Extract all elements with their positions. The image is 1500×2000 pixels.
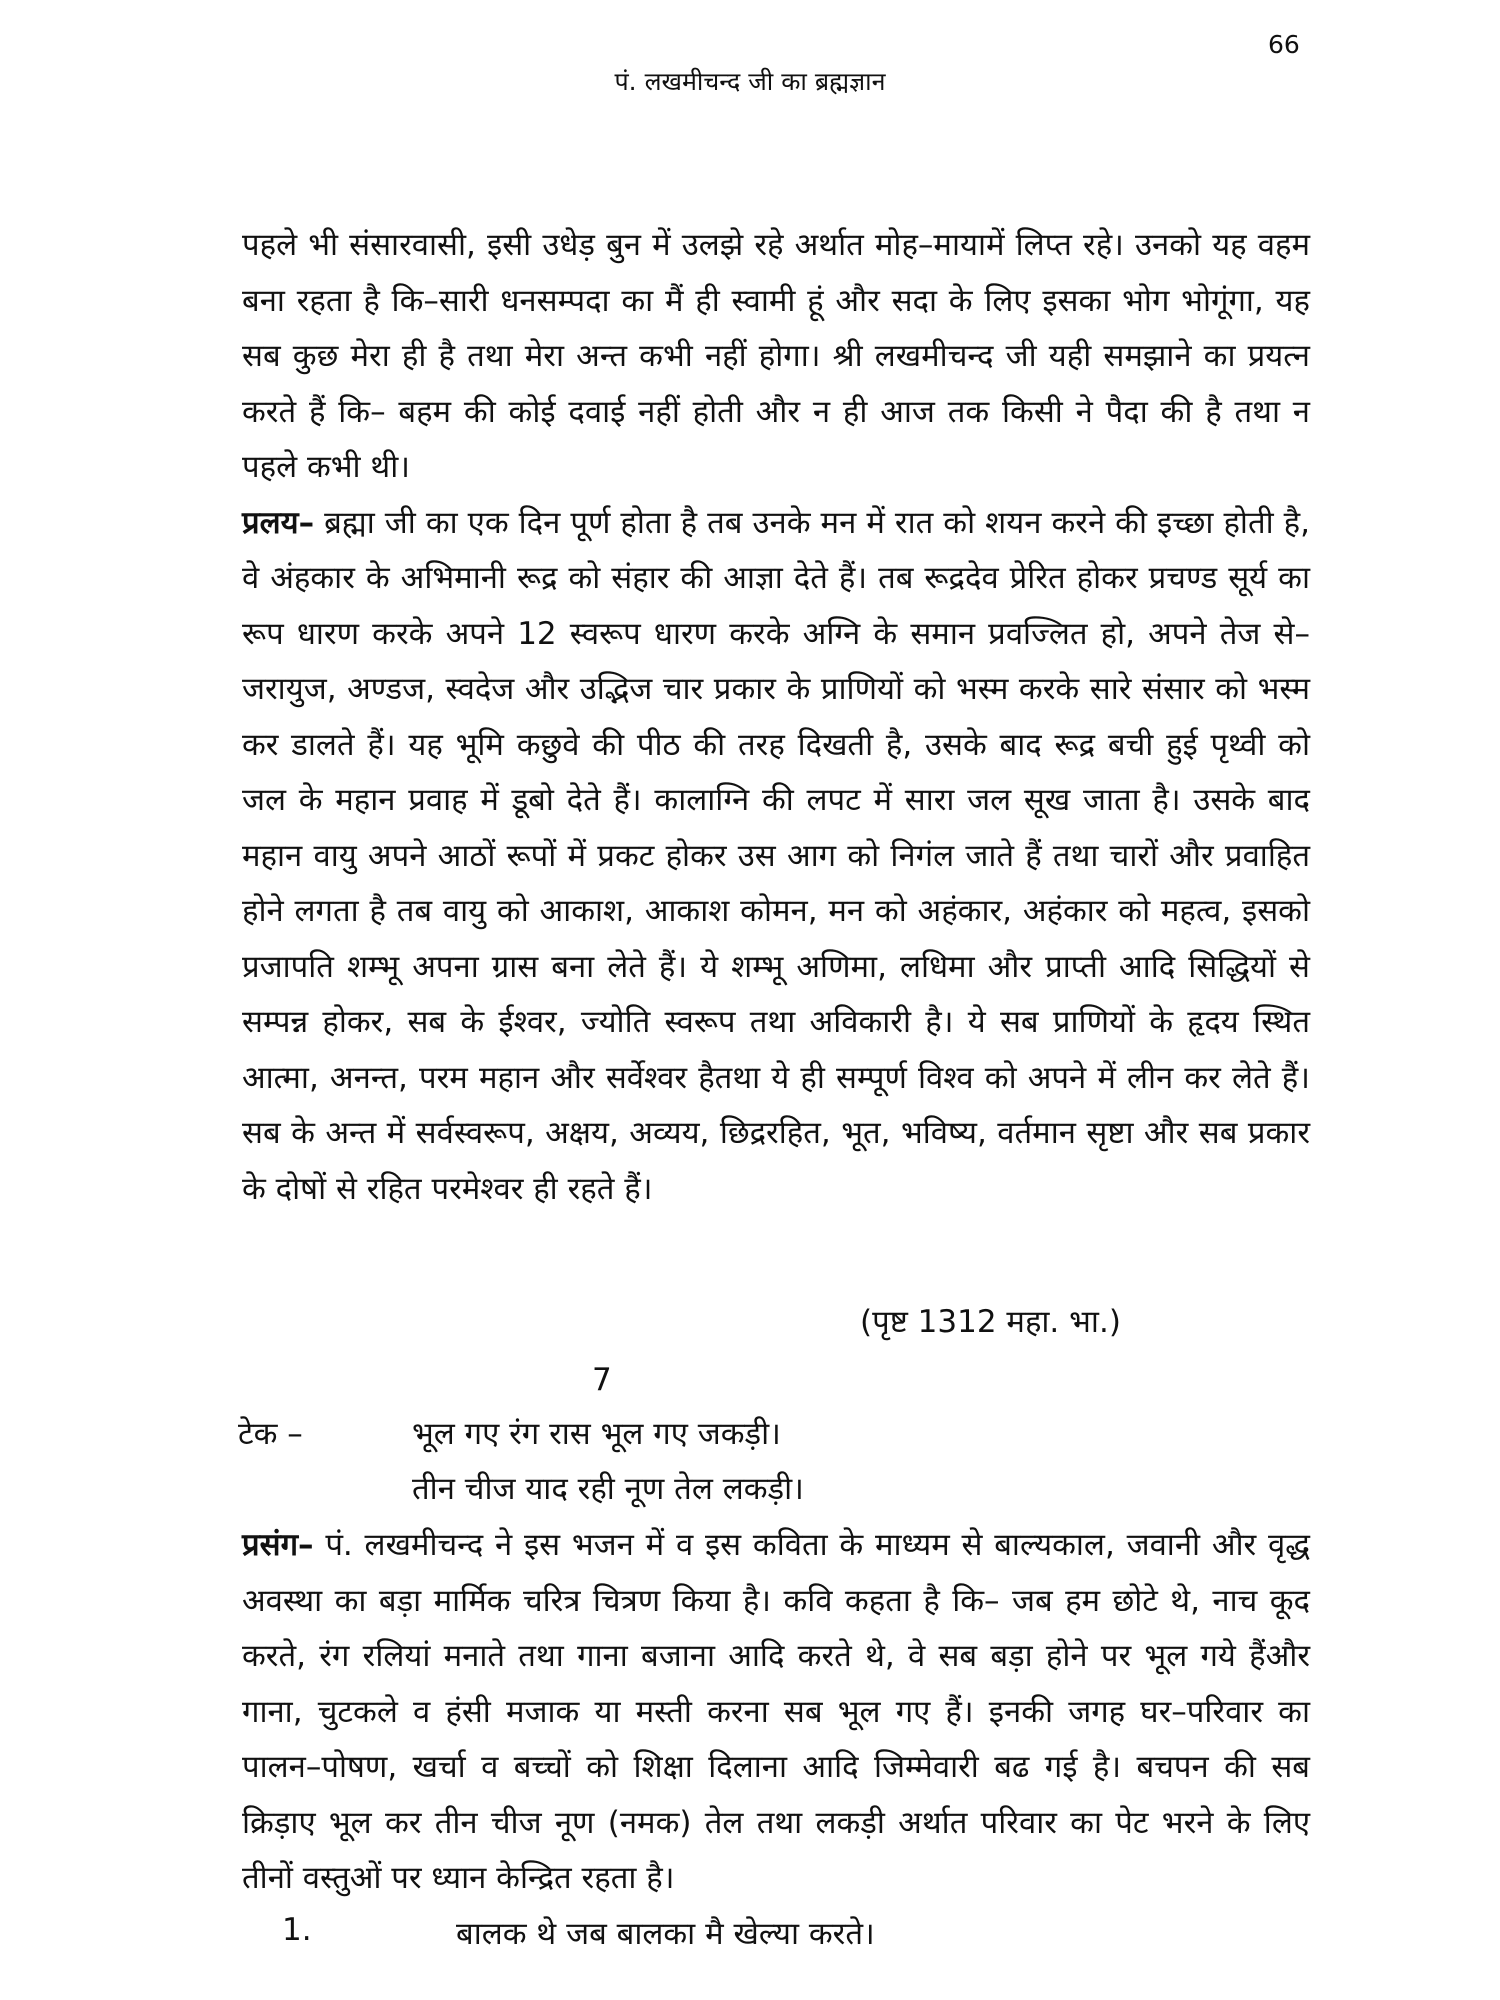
page-number: 66 bbox=[1268, 30, 1300, 59]
context-body: पं. लखमीचन्द ने इस भजन में व इस कविता के माध्यम से बाल्यकाल, जवानी और वृद्ध अवस्था का बड़ा मार्मिक चरित्र चित्रण किया है। कवि कहता है कि– जब हम छोटे थे, नाच कूद करते, रंग रलियां मनाते तथा गाना बजाना आदि करते थे, वे सब बड़ा होने पर भूल गये हैंऔर गाना, चुटकले व हंसी मजाक या मस्ती करना सब भूल गए हैं। इनकी जगह घर–परिवार का पालन–पोषण, खर्चा व बच्चों को शिक्षा दिलाना आदि जिम्मेवारी बढ गई है। बचपन की सब क्रिड़ाए भूल कर तीन चीज नूण (नमक) तेल तथा लकड़ी अर्थात परिवार का पेट भरने के लिए तीनों वस्तुओं पर ध्यान केन्द्रित रहता है। bbox=[242, 1527, 1310, 1896]
main-body bbox=[242, 218, 1310, 1217]
refrain-line-2: तीन चीज याद रही नूण तेल लकड़ी। bbox=[412, 1471, 804, 1507]
context-section bbox=[242, 1518, 1310, 1907]
paragraph-1: पहले भी संसारवासी, इसी उधेड़ बुन में उलझे रहे अर्थात मोह–मायामें लिप्त रहे। उनको यह वहम बना रहता है कि–सारी धनसम्पदा का मैं ही स्वामी हूं और सदा के लिए इसका भोग भोगूंगा, यह सब कुछ मेरा ही है तथा मेरा अन्त कभी नहीं होगा। श्री लखमीचन्द जी यही समझाने का प्रयत्न करते हैं कि– बहम की कोई दवाई नहीं होती और न ही आज तक किसी ने पैदा की है तथा न पहले कभी थी। bbox=[242, 227, 1311, 485]
context-paragraph bbox=[242, 1518, 1310, 1907]
citation: (पृष्ट 1312 महा. भा.) bbox=[860, 1304, 1121, 1340]
refrain-label: टेक – bbox=[238, 1416, 303, 1452]
context-label: प्रसंग– bbox=[242, 1527, 314, 1563]
pralay-text: ब्रह्मा जी का एक दिन पूर्ण होता है तब उनके मन में रात को शयन करने की इच्छा होती है, वे अंहकार के अभिमानी रूद्र को संहार की आज्ञा देते हैं। तब रूद्रदेव प्रेरित होकर प्रचण्ड सूर्य का रूप धारण करके अपने 12 स्वरूप धारण करके अग्नि के समान प्रवज्लित हो, अपने तेज से–जरायुज, अण्डज, स्वदेज और उद्भिज चार प्रकार के प्राणियों को भस्म करके सारे संसार को भस्म कर डालते हैं। यह भूमि कछुवे की पीठ की तरह दिखती है, उसके बाद रूद्र बची हुई पृथ्वी को जल के महान प्रवाह में डूबो देते हैं। कालाग्नि की लपट में सारा जल सूख जाता है। उसके बाद महान वायु अपने आठों रूपों में प्रकट होकर उस आग को निगंल जाते हैं तथा चारों और प्रवाहित होने लगता है तब वायु को आकाश, आकाश कोमन, मन को अहंकार, अहंकार को महत्व, इसको प्रजापति शम्भू अपना ग्रास बना लेते हैं। ये शम्भू अणिमा, लधिमा और प्राप्ती आदि सिद्धियों से सम्पन्न होकर, सब के ईश्वर, ज्योति स्वरूप तथा अविकारी है। ये सब प्राणियों के हृदय स्थित आत्मा, अनन्त, परम महान और सर्वेश्वर हैतथा ये ही सम्पूर्ण विश्व को अपने में लीन कर लेते हैं। सब के अन्त में सर्वस्वरूप, अक्षय, अव्यय, छिद्ररहित, भूत, भविष्य, वर्तमान सृष्टा और सब प्रकार के दोषों से रहित परमेश्वर ही रहते हैं। bbox=[242, 504, 1310, 1207]
verse-number: 1. bbox=[282, 1912, 312, 1948]
verse-line-1: बालक थे जब बालका मै खेल्या करते। bbox=[456, 1916, 875, 1952]
paragraph-pralay bbox=[242, 496, 1310, 1218]
refrain-line-1: भूल गए रंग रास भूल गए जकड़ी। bbox=[412, 1416, 781, 1452]
pralay-label: प्रलय– bbox=[242, 504, 315, 541]
poem-number: 7 bbox=[592, 1362, 612, 1398]
running-header: पं. लखमीचन्द जी का ब्रह्मज्ञान bbox=[614, 67, 886, 96]
